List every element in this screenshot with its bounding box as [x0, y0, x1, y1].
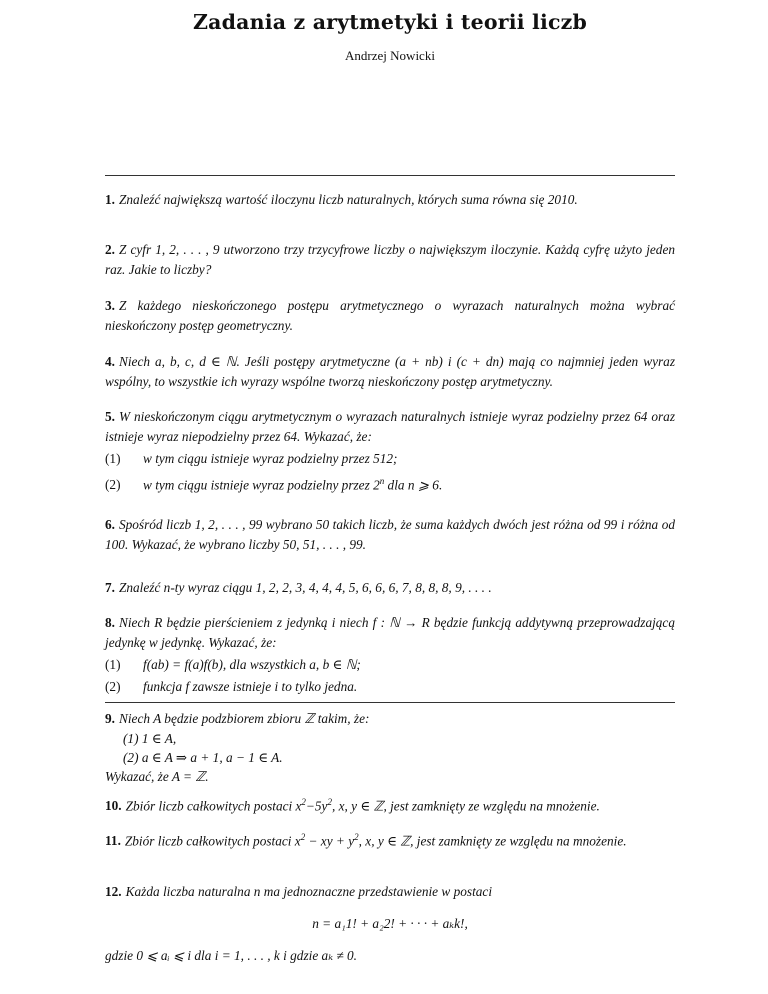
- problem-number: 11.: [105, 833, 121, 849]
- problem-5-item-2: (2) w tym ciągu istnieje wyraz podzielny przez 2$^n$ dla n ⩾ 6.: [105, 476, 443, 493]
- problem-number: 2.: [105, 242, 115, 257]
- problem-text: Znaleźć największą wartość iloczynu liczb naturalnych, których suma równa się 2010.: [118, 192, 578, 207]
- problem-number: 6.: [105, 517, 115, 532]
- problem-5: [105, 407, 675, 496]
- problem-11: 11. Zbiór liczb całkowitych postaci $x^2$ − xy + $y^2$, x, y ∈ ℤ, jest zamknięty ze względu na mnożenie.: [105, 832, 627, 849]
- problem-12-tail: gdzie 0 ⩽ aᵢ ⩽ i dla i = 1, . . . , k i gdzie aₖ ≠ 0.: [105, 948, 357, 963]
- problem-text: Znaleźć n-ty wyraz ciągu 1, 2, 2, 3, 4, 4, 4, 5, 6, 6, 6, 7, 8, 8, 8, 9, . . . .: [118, 580, 492, 595]
- problem-number: 3.: [105, 298, 115, 313]
- problem-10: 10. Zbiór liczb całkowitych postaci $x^2-5y^2$, x, y ∈ ℤ, jest zamknięty ze względu na mnożenie.: [105, 797, 600, 814]
- problem-12: [105, 882, 675, 965]
- problem-number: 1.: [105, 192, 115, 207]
- document-title: Zadania z arytmetyki i teorii liczb: [192, 10, 588, 34]
- problem-text: Z każdego nieskończonego postępu arytmetycznego o wyrazach naturalnych można wybrać nieskończony postęp geometryczny.: [105, 298, 675, 333]
- top-divider: [105, 175, 675, 176]
- problem-9-line-1: (1) 1 ∈ A,: [123, 731, 177, 746]
- problem-number: 8.: [105, 615, 115, 630]
- problem-text: Każda liczba naturalna n ma jednoznaczne przedstawienie w postaci: [125, 884, 493, 899]
- problem-text: Niech A będzie podzbiorem zbioru ℤ takim, że:: [118, 711, 370, 726]
- problem-8: [105, 613, 675, 698]
- middle-divider: [105, 702, 675, 703]
- problem-12-formula: n = a₁1! + a₂2! + · · · + aₖk!,: [312, 916, 468, 931]
- problem-number: 9.: [105, 711, 115, 726]
- problem-number: 10.: [105, 798, 122, 814]
- problem-2: [105, 240, 675, 280]
- problem-8-item-2: (2) funkcja f zawsze istnieje i to tylko jedna.: [105, 679, 358, 694]
- problem-4: [105, 352, 675, 392]
- problem-text: Spośród liczb 1, 2, . . . , 99 wybrano 50 takich liczb, że suma każdych dwóch jest różna od 99 i różna od 100. Wykazać, że wybrano liczby 50, 51, . . . , 99.: [105, 517, 675, 552]
- problem-9-line-3: Wykazać, że A = ℤ.: [105, 769, 209, 784]
- problem-text: Niech a, b, c, d ∈ ℕ. Jeśli postępy arytmetyczne (a + nb) i (c + dn) mają co najmniej jeden wyraz wspólny, to wszystkie ich wyrazy wspólne tworzą nieskończony postęp arytmetyczny.: [105, 354, 675, 389]
- problem-text: Z cyfr 1, 2, . . . , 9 utworzono trzy trzycyfrowe liczby o największym iloczynie. Każdą cyfrę użyto jeden raz. Jakie to liczby?: [105, 242, 675, 277]
- problem-number: 5.: [105, 409, 115, 424]
- problem-9: [105, 709, 675, 786]
- problem-3: [105, 296, 675, 336]
- problem-8-item-1: (1) f(ab) = f(a)f(b), dla wszystkich a, b ∈ ℕ;: [105, 657, 361, 672]
- document-author: Andrzej Nowicki: [345, 48, 435, 63]
- problem-7: [105, 578, 675, 598]
- problem-number: 4.: [105, 354, 115, 369]
- problem-text: Niech R będzie pierścieniem z jedynką i niech f : ℕ → R będzie funkcją addytywną przeprowadzającą jedynkę w jedynkę. Wykazać, że:: [105, 615, 675, 650]
- problem-number: 7.: [105, 580, 115, 595]
- problem-1: [105, 190, 675, 210]
- problem-9-line-2: (2) a ∈ A ⇒ a + 1, a − 1 ∈ A.: [123, 750, 283, 765]
- problem-5-item-1: (1) w tym ciągu istnieje wyraz podzielny przez 512;: [105, 451, 398, 466]
- problem-number: 12.: [105, 884, 122, 899]
- problem-6: [105, 515, 675, 555]
- problem-text: W nieskończonym ciągu arytmetycznym o wyrazach naturalnych istnieje wyraz podzielny przez 64 oraz istnieje wyraz niepodzielny przez 64. Wykazać, że:: [105, 409, 675, 444]
